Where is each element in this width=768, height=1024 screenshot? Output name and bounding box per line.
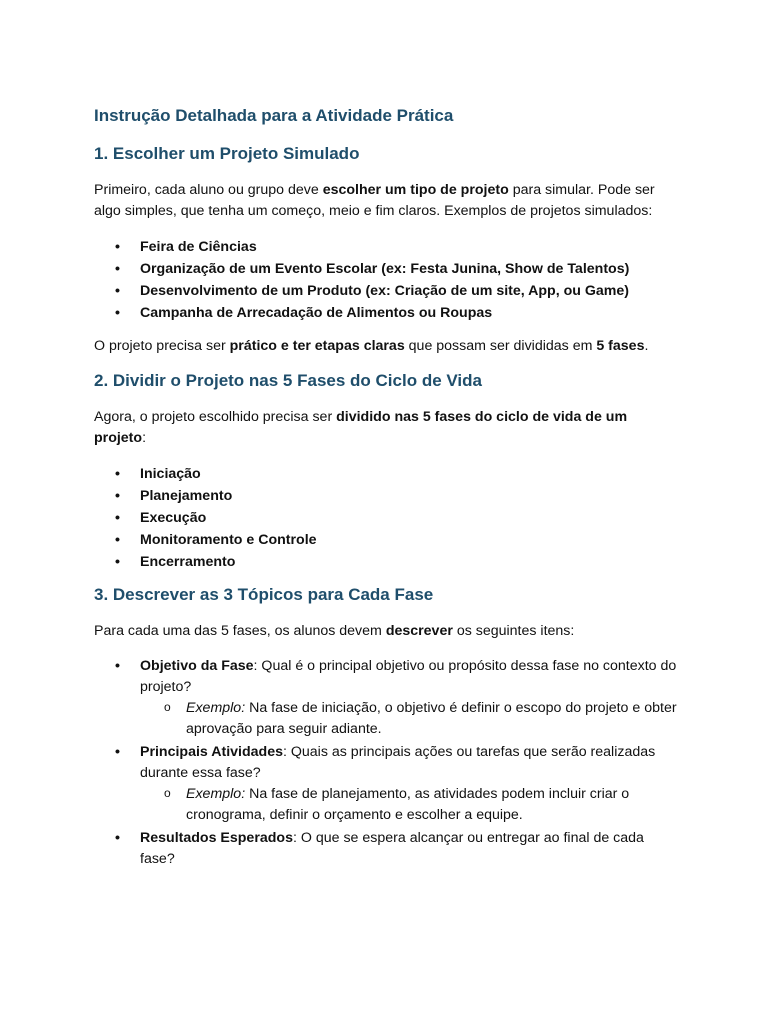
section-divide-phases bbox=[94, 371, 678, 573]
list-item: • Encerramento bbox=[94, 551, 678, 573]
section-3-intro bbox=[94, 621, 678, 642]
list-item: • Campanha de Arrecadação de Alimentos ou Roupas bbox=[94, 302, 678, 324]
topic-text: : O que se espera alcançar ou entregar ao final de cada fase? bbox=[140, 830, 644, 867]
example-label: Exemplo: bbox=[186, 786, 246, 802]
list-item bbox=[140, 698, 678, 740]
project-examples-list bbox=[94, 236, 678, 324]
section-3-intro-b: descrever bbox=[385, 623, 453, 639]
list-item bbox=[94, 742, 678, 826]
section-1-note-c: que possam ser divididas em bbox=[404, 338, 597, 354]
section-choose-project bbox=[94, 144, 678, 357]
list-item: • Planejamento bbox=[94, 485, 678, 507]
list-item bbox=[94, 656, 678, 740]
list-item: • Desenvolvimento de um Produto (ex: Criação de um site, App, ou Game) bbox=[94, 280, 678, 302]
example-label: Exemplo: bbox=[186, 700, 246, 716]
section-2-intro-b: dividido bbox=[336, 409, 391, 425]
section-1-heading: 1. Escolher um Projeto Simulado bbox=[94, 144, 360, 163]
section-2-intro bbox=[94, 407, 678, 449]
topic-label: Resultados Esperados bbox=[140, 830, 293, 846]
example-text: Na fase de planejamento, as atividades podem incluir criar o cronograma, definir o orçamento e escolher a equipe. bbox=[186, 786, 630, 823]
list-item bbox=[140, 784, 678, 826]
section-1-note bbox=[94, 336, 678, 357]
section-1-intro-a: Primeiro, cada aluno ou grupo deve bbox=[94, 182, 323, 198]
section-2-intro-a: Agora, o projeto escolhido precisa ser bbox=[94, 409, 337, 425]
topic-example-list bbox=[140, 698, 678, 740]
topic-label: Principais Atividades bbox=[140, 744, 283, 760]
topic-label: Objetivo da Fase bbox=[140, 658, 254, 674]
section-3-intro-c: os seguintes itens: bbox=[452, 623, 575, 639]
topic-text: : Qual é o principal objetivo ou propósito dessa fase no contexto do projeto? bbox=[140, 658, 677, 695]
list-item: • Monitoramento e Controle bbox=[94, 529, 678, 551]
section-1-note-e: . bbox=[644, 338, 649, 354]
section-1-intro-c: para simular. Pode ser algo simples, que tenha um começo, meio e fim claros. Exemplos de projetos simulados: bbox=[94, 182, 655, 219]
section-2-intro-d: nas 5 fases do ciclo de vida de um projeto bbox=[94, 409, 628, 446]
list-item bbox=[94, 828, 678, 870]
section-1-note-d: 5 fases bbox=[596, 338, 645, 354]
section-1-note-b: prático e ter etapas claras bbox=[229, 338, 405, 354]
topic-text: : Quais as principais ações ou tarefas que serão realizadas durante essa fase? bbox=[140, 744, 656, 781]
section-1-note-a: O projeto precisa ser bbox=[94, 338, 230, 354]
example-text: Na fase de iniciação, o objetivo é definir o escopo do projeto e obter aprovação para seguir adiante. bbox=[186, 700, 677, 737]
phases-list bbox=[94, 463, 678, 573]
section-2-intro-e: : bbox=[142, 430, 147, 446]
list-item: • Organização de um Evento Escolar (ex: Festa Junina, Show de Talentos) bbox=[94, 258, 678, 280]
section-1-intro-b: escolher um tipo de projeto bbox=[322, 182, 509, 198]
section-2-heading: 2. Dividir o Projeto nas 5 Fases do Ciclo de Vida bbox=[94, 371, 482, 390]
section-3-heading: 3. Descrever as 3 Tópicos para Cada Fase bbox=[94, 585, 434, 604]
section-3-intro-a: Para cada uma das 5 fases, os alunos devem bbox=[94, 623, 386, 639]
list-item: • Feira de Ciências bbox=[94, 236, 678, 258]
topic-example-list bbox=[140, 784, 678, 826]
topics-list bbox=[94, 656, 678, 870]
section-1-intro bbox=[94, 180, 678, 222]
section-describe-topics bbox=[94, 585, 678, 870]
document-title: Instrução Detalhada para a Atividade Prática bbox=[94, 106, 454, 125]
list-item: • Iniciação bbox=[94, 463, 678, 485]
list-item: • Execução bbox=[94, 507, 678, 529]
